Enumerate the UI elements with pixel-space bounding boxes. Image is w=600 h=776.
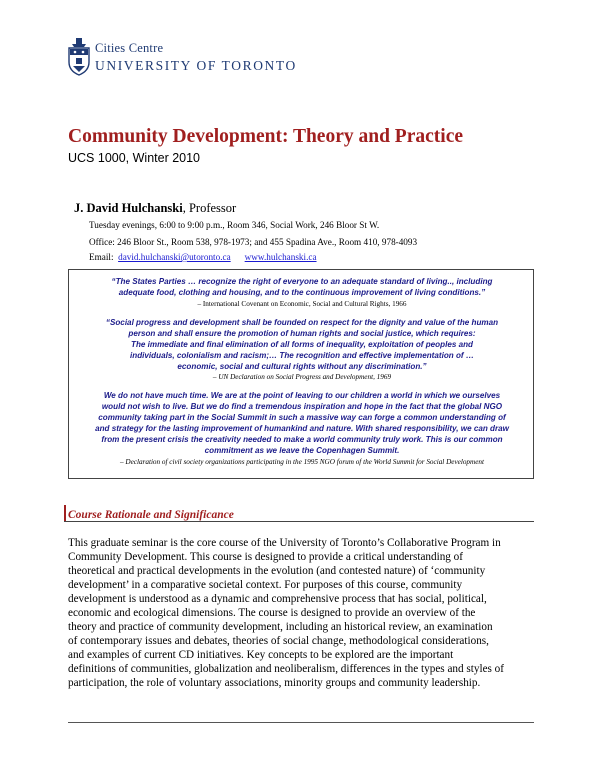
footer-divider bbox=[68, 722, 534, 723]
instructor-name: J. David Hulchanski bbox=[74, 201, 183, 215]
paragraph-line: Community Development. This course is designed to provide a critical understanding of bbox=[68, 551, 464, 563]
rationale-paragraph bbox=[68, 536, 534, 690]
quote-3-line-2: would not wish to live. But we do find a tremendous inspiration and hope in the fact that the global NGO bbox=[101, 402, 503, 411]
section-heading: Course Rationale and Significance bbox=[68, 509, 234, 521]
quote-2-line-2: person and shall ensure the promotion of human rights and social justice, which requires: bbox=[128, 329, 476, 338]
paragraph-line: and examples of current CD initiatives. Key concepts to be explored are the important bbox=[68, 649, 454, 661]
quote-3-line-4: and strategy for the lasting improvement of humankind and nature. With shared responsibility, we can draw bbox=[95, 424, 509, 433]
paragraph-line: development’ in a comparative societal context. For purposes of this course, community bbox=[68, 579, 463, 591]
quote-2-line-4: individuals, colonialism and racism;… The recognition and effective implementation of … bbox=[130, 351, 474, 360]
contact-line bbox=[89, 252, 317, 262]
quote-1-attribution: – International Covenant on Economic, Social and Cultural Rights, 1966 bbox=[197, 300, 407, 308]
logo-university: UNIVERSITY OF TORONTO bbox=[95, 58, 297, 73]
email-label: Email: bbox=[89, 252, 114, 262]
section-marker bbox=[64, 505, 66, 521]
website-link[interactable]: www.hulchanski.ca bbox=[244, 252, 317, 262]
quote-2-line-5: economic, social and cultural rights without any discrimination.” bbox=[177, 362, 427, 371]
quote-3-line-5: from the present crisis the creativity needed to make a world community truly work. This is our common bbox=[101, 435, 503, 444]
paragraph-line: economic and ecological dimensions. The course is designed to provide an overview of the bbox=[68, 607, 476, 619]
logo-cities-centre: Cities Centre bbox=[95, 41, 164, 55]
quote-3-line-6: commitment as we leave the Copenhagen Summit. bbox=[204, 446, 400, 455]
office-text: Office: 246 Bloor St., Room 538, 978-1973; and 455 Spadina Ave., Room 410, 978-4093 bbox=[89, 237, 418, 247]
section-divider bbox=[64, 521, 534, 522]
instructor-line bbox=[74, 201, 236, 216]
paragraph-line: participation, the role of voluntary associations, minority groups and community leadership. bbox=[68, 677, 481, 689]
university-crest-icon bbox=[68, 38, 90, 76]
course-subtitle: UCS 1000, Winter 2010 bbox=[68, 151, 201, 165]
paragraph-line: theory and practice of community development, including an historical review, an examination bbox=[68, 621, 493, 633]
quote-1-line-2: adequate food, clothing and housing, and to the continuous improvement of living conditions.” bbox=[118, 288, 486, 297]
quote-3-line-3: community taking part in the Social Summit in such a massive way can forge a common understanding of bbox=[98, 413, 506, 422]
quotes-box bbox=[68, 269, 534, 479]
quote-2-line-1: “Social progress and development shall be founded on respect for the dignity and value of the human bbox=[105, 318, 499, 327]
paragraph-line: definitions of communities, globalization and neoliberalism, differences in the types and styles of bbox=[68, 663, 505, 675]
schedule-text: Tuesday evenings, 6:00 to 9:00 p.m., Room 346, Social Work, 246 Bloor St W. bbox=[89, 220, 380, 230]
paragraph-line: theoretical and practical developments in the evolution (and contested nature) of ‘community bbox=[68, 565, 486, 577]
paragraph-line: This graduate seminar is the core course of the University of Toronto’s Collaborative Program in bbox=[68, 537, 501, 549]
instructor-role: , Professor bbox=[182, 201, 237, 215]
quote-2-attribution: – UN Declaration on Social Progress and Development, 1969 bbox=[212, 373, 392, 381]
page-title: Community Development: Theory and Practice bbox=[68, 126, 463, 147]
quote-3-attribution: – Declaration of civil society organizations participating in the 1995 NGO forum of the World Summit for Social Development bbox=[120, 458, 484, 466]
email-link[interactable]: david.hulchanski@utoronto.ca bbox=[118, 252, 231, 262]
paragraph-line: of contemporary issues and debates, theories of social change, methodological considerations, bbox=[68, 635, 489, 647]
quote-2-line-3: The immediate and final elimination of all forms of inequality, exploitation of peoples and bbox=[131, 340, 473, 349]
quote-1-line-1: “The States Parties … recognize the right of everyone to an adequate standard of living.., including bbox=[111, 277, 493, 286]
quote-3-line-1: We do not have much time. We are at the point of leaving to our children a world in which we ourselves bbox=[103, 391, 501, 400]
paragraph-line: development is understood as a dynamic and comprehensive process that has social, political, bbox=[68, 593, 487, 605]
